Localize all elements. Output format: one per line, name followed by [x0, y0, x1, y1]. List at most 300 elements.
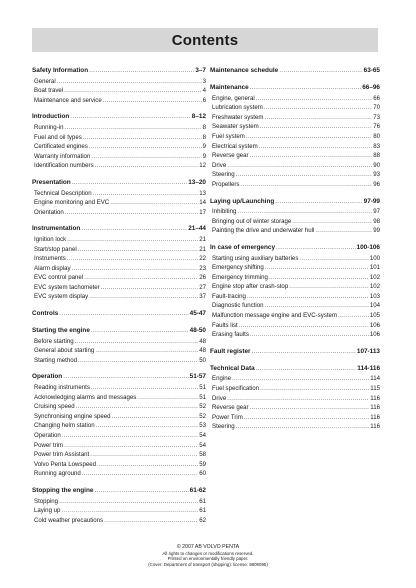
toc-leader-dots	[250, 403, 370, 413]
toc-heading-pages: 21–44	[188, 225, 206, 233]
toc-section-introduction	[32, 112, 206, 171]
toc-leader-dots	[64, 123, 201, 133]
toc-entry[interactable]	[210, 207, 380, 217]
toc-entry-label: Starting method	[34, 356, 78, 364]
toc-entry[interactable]	[32, 86, 206, 96]
toc-section-safety-information	[32, 66, 206, 105]
toc-section-instrumentation	[32, 224, 206, 302]
toc-entry[interactable]	[32, 421, 206, 431]
toc-entry-page: 99	[373, 227, 380, 235]
toc-entry-page: 48	[199, 337, 206, 345]
toc-entry[interactable]	[210, 330, 380, 340]
toc-entry-page: 76	[373, 123, 380, 131]
toc-entry[interactable]	[32, 77, 206, 87]
toc-heading-label: Stopping the engine	[32, 486, 94, 494]
toc-leader-dots	[244, 413, 369, 423]
toc-section-presentation	[32, 178, 206, 217]
toc-entry-label: Cruising speed	[34, 403, 75, 411]
toc-leader-dots	[239, 321, 369, 331]
toc-entry[interactable]	[210, 132, 380, 142]
toc-leader-dots	[91, 152, 201, 162]
toc-section-heading[interactable]	[32, 224, 206, 234]
toc-entry-page: 8	[202, 133, 206, 141]
toc-entry-label: Fuel and oil types	[34, 133, 82, 141]
toc-leader-dots	[247, 292, 369, 302]
toc-entry[interactable]	[32, 273, 206, 283]
toc-leader-dots	[110, 198, 198, 208]
toc-section-in-case-of-emergency	[210, 243, 380, 340]
toc-entry[interactable]	[210, 122, 380, 132]
toc-entry-page: 106	[369, 331, 380, 339]
toc-entry-page: 13	[199, 189, 206, 197]
toc-leader-dots	[256, 364, 357, 374]
toc-leader-dots	[95, 161, 199, 171]
toc-entry-page: 51	[199, 393, 206, 401]
toc-section-starting-the-engine	[32, 326, 206, 365]
toc-entry[interactable]	[32, 337, 206, 347]
toc-entry-page: 104	[369, 302, 380, 310]
toc-leader-dots	[250, 151, 373, 161]
toc-leader-dots	[90, 450, 198, 460]
toc-section-heading[interactable]	[210, 243, 380, 253]
toc-entry-label: Engine monitoring and EVC	[34, 199, 110, 207]
toc-entry-label: Power Trim	[212, 413, 243, 421]
toc-entry-label: Engine stop after crash-stop	[212, 283, 289, 291]
toc-entry[interactable]	[32, 441, 206, 451]
toc-heading-label: In case of emergency	[210, 243, 276, 251]
toc-entry-page: 83	[373, 142, 380, 150]
toc-entry-label: Identification numbers	[34, 162, 94, 170]
toc-entry[interactable]	[210, 292, 380, 302]
toc-entry-page: 4	[202, 87, 206, 95]
toc-entry[interactable]	[210, 422, 380, 432]
contents-title-bar	[32, 28, 378, 52]
toc-entry-label: Steering	[212, 171, 235, 179]
toc-heading-label: Introduction	[32, 113, 70, 121]
toc-entry[interactable]	[210, 282, 380, 292]
toc-entry-label: Volvo Penta Lowspeed	[34, 460, 96, 468]
toc-entry-page: 54	[199, 432, 206, 439]
toc-entry-page: 21	[199, 235, 206, 243]
toc-entry-page: 52	[199, 403, 206, 411]
toc-entry-label: Inhibiting	[212, 208, 237, 216]
toc-entry-label: Painting the drive and underwater hull	[212, 227, 315, 235]
toc-leader-dots	[96, 421, 199, 431]
cover-license-line: (Cover: Department of transport (shipping): license: 9809095)	[148, 561, 268, 567]
toc-entry[interactable]	[32, 402, 206, 412]
toc-entry-label: Changing helm station	[34, 422, 95, 430]
toc-section-heading[interactable]	[32, 326, 206, 336]
toc-entry-label: Running aground	[34, 470, 81, 478]
toc-entry-label: Bringing out of winter storage	[212, 217, 292, 225]
toc-entry-page: 61	[199, 497, 206, 505]
toc-entry-page: 115	[370, 385, 380, 393]
toc-entry-page: 27	[199, 283, 206, 291]
toc-entry-page: 103	[369, 292, 380, 300]
toc-leader-dots	[78, 356, 198, 366]
toc-entry-label: Electrical system	[212, 142, 258, 150]
toc-heading-pages: 100-106	[356, 243, 380, 251]
toc-leader-dots	[62, 431, 198, 441]
toc-entry-label: General	[34, 77, 56, 85]
toc-entry[interactable]	[210, 311, 380, 321]
toc-entry[interactable]	[32, 161, 206, 171]
toc-entry-label: Diagnostic function	[212, 302, 264, 310]
toc-leader-dots	[67, 254, 198, 264]
toc-entry[interactable]	[210, 113, 380, 123]
toc-leader-dots	[260, 384, 369, 394]
toc-entry-label: Seawater system	[212, 123, 259, 131]
toc-entry-label: Lubrication system	[212, 104, 263, 112]
toc-entry-label: EVC system tachometer	[34, 283, 100, 291]
toc-heading-label: Controls	[32, 310, 59, 318]
toc-entry-page: 37	[199, 293, 206, 301]
toc-entry[interactable]	[32, 142, 206, 152]
toc-leader-dots	[338, 311, 369, 321]
toc-entry-label: Cold weather precautions	[34, 516, 104, 524]
toc-entry-page: 116	[370, 404, 380, 412]
toc-leader-dots	[103, 96, 202, 106]
toc-entry[interactable]	[32, 506, 206, 516]
toc-entry-label: Acknowledging alarms and messages	[34, 393, 137, 401]
toc-entry[interactable]	[210, 170, 380, 180]
toc-entry-page: 62	[199, 516, 206, 524]
toc-leader-dots	[236, 170, 373, 180]
toc-section-heading[interactable]	[32, 178, 206, 188]
toc-section-stopping-the-engine	[32, 486, 206, 525]
rights-line: All rights to changes or modifications reserved.	[162, 550, 254, 556]
toc-leader-dots	[93, 189, 199, 199]
toc-entry-label: Orientation	[34, 208, 64, 216]
toc-entry-label: Engine	[212, 375, 231, 383]
toc-entry-page: 116	[370, 394, 380, 402]
toc-leader-dots	[259, 142, 373, 152]
toc-entry-page: 116	[370, 413, 380, 421]
toc-entry-label: Before starting	[34, 337, 74, 345]
toc-leader-dots	[89, 66, 194, 76]
toc-entry-page: 8	[202, 123, 206, 131]
toc-leader-dots	[89, 292, 198, 302]
toc-leader-dots	[95, 346, 198, 356]
toc-entry-page: 98	[373, 217, 380, 225]
toc-entry[interactable]	[32, 264, 206, 274]
toc-entry-label: Fault-tracing	[212, 292, 246, 300]
toc-entry[interactable]	[32, 123, 206, 133]
toc-leader-dots	[265, 263, 369, 273]
toc-section-heading[interactable]	[32, 309, 206, 319]
toc-section-heading[interactable]	[210, 364, 380, 374]
toc-heading-pages: 13–20	[188, 178, 206, 186]
toc-entry-page: 61	[199, 507, 206, 515]
toc-leader-dots	[250, 330, 369, 340]
toc-leader-dots	[279, 66, 362, 76]
toc-section-heading[interactable]	[32, 372, 206, 382]
toc-entry[interactable]	[32, 516, 206, 526]
toc-heading-label: Maintenance schedule	[210, 67, 279, 74]
toc-left-column	[32, 66, 206, 532]
toc-heading-label: Presentation	[32, 178, 71, 186]
toc-entry-label: Reading instruments	[34, 384, 90, 392]
toc-entry-label: Warranty information	[34, 152, 91, 160]
toc-leader-dots	[240, 180, 372, 190]
toc-leader-dots	[260, 122, 372, 132]
toc-entry-label: Starting using auxiliary batteries	[212, 254, 299, 262]
toc-entry[interactable]	[32, 393, 206, 403]
toc-entry-label: Power trim Assistant	[34, 451, 90, 459]
toc-heading-pages: 61-62	[189, 486, 206, 494]
toc-leader-dots	[269, 273, 369, 283]
toc-right-column	[210, 66, 380, 439]
toc-entry-page: 59	[199, 460, 206, 468]
toc-entry[interactable]	[32, 283, 206, 293]
toc-entry-label: Emergency shifting	[212, 264, 264, 272]
toc-leader-dots	[63, 372, 188, 382]
toc-section-heading[interactable]	[210, 83, 380, 93]
toc-entry[interactable]	[210, 374, 380, 384]
toc-entry[interactable]	[210, 103, 380, 113]
toc-leader-dots	[72, 264, 199, 274]
toc-entry[interactable]	[210, 151, 380, 161]
toc-heading-label: Starting the engine	[32, 327, 90, 335]
toc-entry[interactable]	[210, 226, 380, 236]
toc-entry-label: Malfunction message engine and EVC-system	[212, 312, 337, 320]
toc-entry-page: 96	[373, 180, 380, 188]
toc-entry[interactable]	[210, 254, 380, 264]
toc-entry-page: 22	[199, 255, 206, 263]
toc-leader-dots	[59, 309, 188, 319]
toc-section-fault-register	[210, 347, 380, 357]
toc-entry[interactable]	[32, 235, 206, 245]
toc-entry[interactable]	[210, 263, 380, 273]
toc-entry[interactable]	[32, 245, 206, 255]
toc-entry-page: 26	[199, 274, 206, 282]
toc-entry-page: 88	[373, 152, 380, 160]
toc-leader-dots	[72, 178, 188, 188]
toc-leader-dots	[104, 516, 198, 526]
toc-section-heading[interactable]	[210, 197, 380, 207]
toc-entry-label: Steering	[212, 423, 235, 431]
toc-entry-page: 6	[202, 96, 206, 104]
toc-entry[interactable]	[32, 469, 206, 479]
toc-section-heading[interactable]	[32, 112, 206, 122]
toc-entry-page: 52	[199, 412, 206, 420]
toc-section-heading[interactable]	[32, 66, 206, 76]
toc-entry-label: Running-in	[34, 123, 64, 131]
toc-leader-dots	[97, 460, 198, 470]
toc-heading-pages: 3–7	[195, 67, 206, 74]
toc-leader-dots	[236, 422, 370, 432]
toc-entry-page: 54	[199, 441, 206, 449]
toc-entry-label: Power trim	[34, 441, 64, 449]
toc-leader-dots	[59, 497, 198, 507]
toc-entry-page: 14	[199, 199, 206, 207]
toc-entry[interactable]	[210, 161, 380, 171]
toc-entry-label: Synchronising engine speed	[34, 412, 111, 420]
toc-entry-label: Stopping	[34, 497, 59, 505]
toc-entry[interactable]	[210, 403, 380, 413]
toc-entry-page: 3	[202, 77, 206, 85]
toc-leader-dots	[67, 235, 198, 245]
toc-entry[interactable]	[32, 133, 206, 143]
toc-leader-dots	[65, 208, 198, 218]
toc-entry-label: Faults list	[212, 321, 238, 329]
toc-entry[interactable]	[210, 180, 380, 190]
toc-entry-page: 90	[373, 161, 380, 169]
toc-entry[interactable]	[32, 96, 206, 106]
toc-leader-dots	[91, 383, 198, 393]
toc-leader-dots	[292, 217, 372, 227]
toc-heading-pages: 66–96	[362, 84, 380, 91]
toc-entry-page: 48	[199, 347, 206, 355]
toc-entry-page: 97	[373, 208, 380, 216]
toc-leader-dots	[227, 161, 372, 171]
toc-heading-pages: 51-57	[189, 373, 206, 381]
toc-entry-page: 70	[373, 104, 380, 112]
toc-section-laying-up-launching	[210, 197, 380, 236]
toc-leader-dots	[256, 94, 373, 104]
toc-entry-page: 93	[373, 171, 380, 179]
toc-entry[interactable]	[210, 321, 380, 331]
toc-leader-dots	[275, 197, 362, 207]
toc-entry-label: EVC system display	[34, 293, 89, 301]
toc-entry-label: Ignition lock	[34, 235, 67, 243]
toc-leader-dots	[57, 77, 202, 87]
toc-entry-label: Reverse gear	[212, 152, 249, 160]
toc-entry-page: 50	[199, 356, 206, 364]
toc-entry-label: Emergency trimming	[212, 273, 268, 281]
toc-entry-page: 80	[373, 132, 380, 140]
toc-entry-page: 12	[199, 162, 206, 170]
toc-heading-pages: 8–12	[191, 113, 206, 121]
toc-leader-dots	[61, 506, 198, 516]
toc-heading-pages: 48-50	[189, 327, 206, 335]
toc-entry[interactable]	[210, 301, 380, 311]
toc-entry-label: Start/stop panel	[34, 245, 77, 253]
toc-entry-label: Engine, general	[212, 94, 255, 102]
page-title: Contents	[171, 31, 239, 49]
copyright-footer	[0, 544, 416, 567]
toc-entry-label: Alarm display	[34, 264, 71, 272]
toc-heading-pages: 97-99	[363, 197, 380, 205]
toc-entry[interactable]	[210, 384, 380, 394]
toc-entry-label: Drive	[212, 394, 227, 402]
toc-entry-page: 114	[370, 375, 380, 383]
toc-heading-label: Laying up/Launching	[210, 197, 275, 205]
toc-entry-label: EVC control panel	[34, 274, 84, 282]
toc-entry[interactable]	[32, 383, 206, 393]
toc-heading-label: Instrumentation	[32, 225, 81, 233]
toc-leader-dots	[78, 245, 199, 255]
toc-leader-dots	[252, 347, 356, 357]
toc-leader-dots	[315, 226, 372, 236]
toc-entry[interactable]	[32, 208, 206, 218]
toc-entry-label: Propellers	[212, 180, 240, 188]
toc-leader-dots	[250, 83, 362, 93]
toc-entry-label: Erasing faults	[212, 331, 249, 339]
toc-entry[interactable]	[32, 450, 206, 460]
toc-entry[interactable]	[210, 273, 380, 283]
toc-section-heading[interactable]	[210, 66, 380, 76]
toc-entry[interactable]	[32, 152, 206, 162]
toc-leader-dots	[101, 283, 199, 293]
toc-entry-label: Certificated engines	[34, 143, 88, 151]
toc-entry-page: 106	[369, 321, 380, 329]
toc-entry[interactable]	[210, 142, 380, 152]
toc-heading-label: Fault register	[210, 347, 251, 355]
toc-entry[interactable]	[32, 292, 206, 302]
copyright-line: © 2007 AB VOLVO PENTA	[176, 544, 240, 550]
toc-entry-label: Maintenance and service	[34, 96, 102, 104]
toc-heading-label: Technical Data	[210, 364, 255, 372]
toc-entry-page: 102	[369, 273, 380, 281]
toc-leader-dots	[289, 282, 369, 292]
toc-entry[interactable]	[32, 189, 206, 199]
toc-leader-dots	[137, 393, 198, 403]
toc-entry-page: 73	[373, 113, 380, 121]
toc-leader-dots	[246, 132, 372, 142]
toc-entry-page: 51	[199, 384, 206, 392]
toc-leader-dots	[64, 86, 201, 96]
toc-entry-page: 101	[369, 264, 380, 272]
toc-entry-page: 21	[199, 245, 206, 253]
toc-entry[interactable]	[32, 412, 206, 422]
toc-entry-page: 60	[199, 470, 206, 478]
toc-entry[interactable]	[210, 413, 380, 423]
toc-leader-dots	[83, 133, 202, 143]
toc-entry[interactable]	[32, 346, 206, 356]
toc-entry[interactable]	[210, 217, 380, 227]
toc-entry-label: Freshwater system	[212, 113, 264, 121]
toc-leader-dots	[299, 254, 368, 264]
toc-entry-label: Operation	[34, 432, 61, 439]
toc-leader-dots	[84, 273, 198, 283]
toc-leader-dots	[76, 402, 199, 412]
toc-entry-label: Reverse gear	[212, 404, 249, 412]
toc-entry-label: Laying up	[34, 507, 61, 515]
toc-entry-page: 53	[199, 422, 206, 430]
toc-leader-dots	[265, 301, 369, 311]
toc-entry[interactable]	[210, 94, 380, 104]
toc-entry[interactable]	[32, 254, 206, 264]
toc-entry[interactable]	[32, 198, 206, 208]
toc-entry-page: 105	[369, 312, 380, 320]
toc-entry-page: 100	[369, 254, 380, 262]
toc-entry[interactable]	[32, 460, 206, 470]
toc-leader-dots	[232, 374, 369, 384]
toc-entry-page: 116	[370, 423, 380, 431]
toc-leader-dots	[264, 113, 372, 123]
toc-section-technical-data	[210, 364, 380, 432]
toc-entry[interactable]	[32, 356, 206, 366]
toc-section-heading[interactable]	[210, 347, 380, 357]
toc-leader-dots	[276, 243, 356, 253]
toc-entry-page: 102	[369, 283, 380, 291]
toc-entry[interactable]	[32, 497, 206, 507]
toc-section-controls	[32, 309, 206, 319]
toc-entry-page: 9	[202, 143, 206, 151]
toc-heading-label: Safety Information	[32, 67, 89, 74]
toc-heading-pages: 107-113	[356, 347, 380, 355]
toc-entry[interactable]	[210, 394, 380, 404]
toc-heading-label: Maintenance	[210, 84, 249, 91]
toc-entry[interactable]	[32, 431, 206, 441]
toc-leader-dots	[227, 394, 369, 404]
toc-section-heading[interactable]	[32, 486, 206, 496]
toc-entry-label: Boat travel	[34, 87, 64, 95]
toc-entry-page: 23	[199, 264, 206, 272]
toc-entry-page: 9	[202, 152, 206, 160]
toc-leader-dots	[82, 469, 198, 479]
